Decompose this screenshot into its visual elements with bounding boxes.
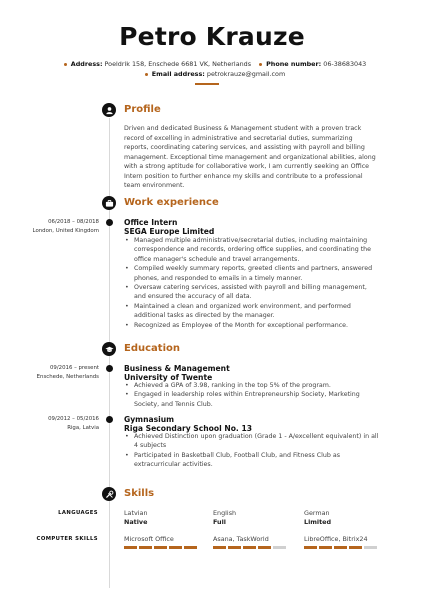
rating-segment-filled [243, 546, 256, 549]
bullet-dot-icon [145, 73, 148, 76]
section-title-profile: Profile [124, 104, 161, 115]
rating-segment-filled [169, 546, 182, 549]
list-item: • Achieved a GPA of 3.98, ranking in the top 5% of the program. [124, 381, 380, 390]
list-item: • Oversaw catering services, assisted with payroll and billing management, and ensured the accuracy of all data. [124, 283, 380, 302]
rating-segment-filled [319, 546, 332, 549]
computer-skill-name: Microsoft Office [124, 535, 174, 543]
contact-row-2 [0, 70, 424, 78]
rating-segment-filled [213, 546, 226, 549]
education-meta [37, 364, 99, 381]
tools-icon [102, 487, 116, 501]
header-divider [195, 83, 219, 85]
list-item: • Compiled weekly summary reports, greeted clients and partners, answered phones, and responded to emails in a timely manner. [124, 264, 380, 283]
section-title-skills: Skills [124, 488, 155, 499]
bullet-dot-icon [64, 63, 67, 66]
school-name: University of Twente [124, 373, 213, 382]
skill-rating-bar [124, 546, 197, 549]
skill-rating-bar [304, 546, 377, 549]
section-title-work: Work experience [124, 197, 219, 208]
list-item: • Engaged in leadership roles within Entrepreneurship Society, Marketing Society, and Tennis Club. [124, 390, 380, 409]
section-title-education: Education [124, 343, 180, 354]
list-item: • Maintained a clean and organized work environment, and performed additional tasks as directed by the manager. [124, 302, 380, 321]
education-meta [48, 415, 99, 432]
rating-segment-empty [273, 546, 286, 549]
briefcase-icon [102, 196, 116, 210]
list-item: • Achieved Distinction upon graduation (Grade 1 - A/excellent equivalent) in all 4 subjects [124, 432, 380, 451]
language-name: Latvian [124, 509, 148, 517]
rating-segment-filled [228, 546, 241, 549]
school-name: Riga Secondary School No. 13 [124, 424, 253, 433]
email-label: Email address: [151, 70, 205, 78]
list-item: • Recognized as Employee of the Month for exceptional performance. [124, 321, 380, 330]
rating-segment-filled [184, 546, 197, 549]
phone-label: Phone number: [266, 60, 322, 68]
language-name: German [304, 509, 330, 517]
job-title: Office Intern [124, 218, 178, 227]
degree-title: Business & Management [124, 364, 230, 373]
graduation-cap-icon [102, 342, 116, 356]
language-level: Native [124, 518, 148, 526]
phone-value: 06-38683043 [323, 60, 367, 68]
education-dates: 09/2012 – 05/2016 [48, 416, 99, 422]
candidate-name: Petro Krauze [119, 22, 305, 51]
timeline-node [106, 416, 113, 423]
education-location: Riga, Latvia [67, 424, 99, 431]
job-meta [33, 218, 99, 235]
rating-segment-filled [334, 546, 347, 549]
language-name: English [213, 509, 237, 517]
rating-segment-filled [124, 546, 137, 549]
computer-skill-name: Asana, TaskWorld [213, 535, 269, 543]
rating-segment-filled [304, 546, 317, 549]
rating-segment-filled [258, 546, 271, 549]
timeline-node [106, 365, 113, 372]
language-level: Full [213, 518, 226, 526]
job-location: London, United Kingdom [32, 227, 99, 234]
list-item: • Managed multiple administrative/secretarial duties, including maintaining correspondence and records, ordering office supplies, and coordinating the office manager's schedule and travel arrangements. [124, 236, 380, 264]
education-bullets [124, 381, 380, 409]
degree-title: Gymnasium [124, 415, 175, 424]
address-value: Poeldrik 158, Enschede 6681 VK, Netherlands [104, 60, 252, 68]
bullet-dot-icon [259, 63, 262, 66]
address-label: Address: [70, 60, 103, 68]
contact-row-1 [0, 60, 424, 68]
education-bullets [124, 432, 380, 470]
job-dates: 06/2018 – 08/2018 [48, 219, 99, 225]
list-item: • Participated in Basketball Club, Football Club, and Fitness Club as extracurricular activities. [124, 451, 380, 470]
job-bullets [124, 236, 380, 330]
person-icon [102, 103, 116, 117]
rating-segment-filled [349, 546, 362, 549]
languages-label: LANGUAGES [58, 510, 98, 516]
profile-summary: Driven and dedicated Business & Management student with a proven track record of excelling in administrative and secretarial duties, summarizing reports, coordinating catering services, and assisting with payroll and billing management. Exceptional time management and organizational abilities, along with a strong aptitude for collaborative work, I am currently seeking an Office Intern position to further enhance my skills and contribute to a professional team environment. [124, 125, 376, 189]
rating-segment-empty [364, 546, 377, 549]
timeline-node [106, 219, 113, 226]
job-company: SEGA Europe Limited [124, 227, 215, 236]
computer-skills-label: COMPUTER SKILLS [36, 536, 98, 542]
rating-segment-filled [139, 546, 152, 549]
email-value[interactable]: petrokrauze@gmail.com [206, 70, 286, 78]
education-dates: 09/2016 – present [49, 365, 99, 371]
language-level: Limited [304, 518, 332, 526]
computer-skill-name: LibreOffice, Bitrix24 [304, 535, 368, 543]
education-location: Enschede, Netherlands [36, 373, 99, 380]
rating-segment-filled [154, 546, 167, 549]
skill-rating-bar [213, 546, 286, 549]
